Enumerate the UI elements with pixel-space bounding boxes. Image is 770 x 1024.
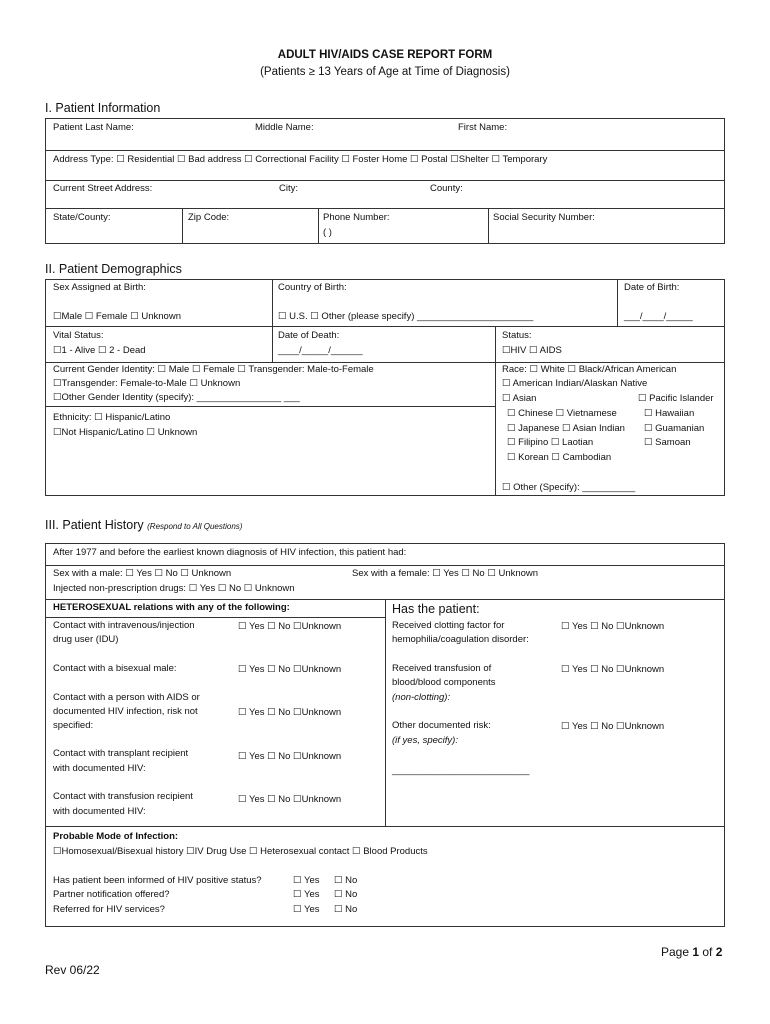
country-label: Country of Birth:: [278, 282, 347, 293]
address-type-options[interactable]: Address Type: ☐ Residential ☐ Bad address ☐ Correctional Facility ☐ Foster Home ☐ Postal ☐Shelter ☐ Temporary: [53, 154, 548, 165]
gender-identity-other[interactable]: ☐Other Gender Identity (specify): ________________ ___: [53, 392, 300, 403]
race-guamanian[interactable]: ☐ Guamanian: [644, 423, 705, 434]
history-intro: After 1977 and before the earliest known diagnosis of HIV infection, this patient had:: [53, 547, 407, 558]
bisexual-options[interactable]: ☐ Yes ☐ No ☐Unknown: [238, 664, 342, 675]
partner-yes[interactable]: ☐ Yes: [293, 889, 320, 900]
idu-label-2: drug user (IDU): [53, 634, 119, 645]
race-chinese-vietnamese[interactable]: ☐ Chinese ☐ Vietnamese: [507, 408, 617, 419]
section-2-heading: II. Patient Demographics: [45, 262, 182, 276]
transplant-options[interactable]: ☐ Yes ☐ No ☐Unknown: [238, 751, 342, 762]
city-field[interactable]: City:: [279, 183, 298, 194]
blood-transfusion-label-2: blood/blood components: [392, 677, 496, 688]
transfusion-contact-label-1: Contact with transfusion recipient: [53, 791, 193, 802]
race-samoan[interactable]: ☐ Samoan: [644, 437, 691, 448]
injected-drugs-options[interactable]: Injected non-prescription drugs: ☐ Yes ☐ No ☐ Unknown: [53, 583, 295, 594]
race-asian[interactable]: ☐ Asian: [502, 393, 537, 404]
mode-of-infection-options[interactable]: ☐Homosexual/Bisexual history ☐IV Drug Use ☐ Heterosexual contact ☐ Blood Products: [53, 846, 428, 857]
other-risk-specify-line[interactable]: __________________________: [392, 765, 530, 776]
other-risk-label-2: (if yes, specify):: [392, 735, 458, 746]
idu-label-1: Contact with intravenous/injection: [53, 620, 195, 631]
vital-status-label: Vital Status:: [53, 330, 104, 341]
partner-no[interactable]: ☐ No: [334, 889, 358, 900]
section-3-note: (Respond to All Questions): [147, 522, 243, 531]
revision-label: Rev 06/22: [45, 963, 100, 977]
informed-no[interactable]: ☐ No: [334, 875, 358, 886]
race-american-indian[interactable]: ☐ American Indian/Alaskan Native: [502, 378, 648, 389]
gender-identity-options[interactable]: Current Gender Identity: ☐ Male ☐ Female ☐ Transgender: Male-to-Female: [53, 364, 374, 375]
first-name-field[interactable]: First Name:: [458, 122, 508, 133]
transplant-label-2: with documented HIV:: [53, 763, 146, 774]
sex-at-birth-options[interactable]: ☐Male ☐ Female ☐ Unknown: [53, 311, 181, 322]
state-field[interactable]: State/County:: [53, 212, 111, 223]
referred-label: Referred for HIV services?: [53, 904, 165, 915]
ethnicity-options-2[interactable]: ☐Not Hispanic/Latino ☐ Unknown: [53, 427, 198, 438]
transplant-label-1: Contact with transplant recipient: [53, 748, 189, 759]
dob-field[interactable]: ___/____/_____: [624, 311, 693, 322]
clotting-label-1: Received clotting factor for: [392, 620, 505, 631]
sex-at-birth-label: Sex Assigned at Birth:: [53, 282, 146, 293]
aids-contact-label-2: documented HIV infection, risk not: [53, 706, 198, 717]
race-filipino-laotian[interactable]: ☐ Filipino ☐ Laotian: [507, 437, 594, 448]
race-options[interactable]: Race: ☐ White ☐ Black/African American: [502, 364, 677, 375]
blood-transfusion-label-3: (non-clotting):: [392, 692, 451, 703]
informed-yes[interactable]: ☐ Yes: [293, 875, 320, 886]
section-1-heading: I. Patient Information: [45, 101, 161, 115]
mode-of-infection-label: Probable Mode of Infection:: [53, 831, 179, 842]
transfusion-contact-options[interactable]: ☐ Yes ☐ No ☐Unknown: [238, 794, 342, 805]
other-risk-label-1: Other documented risk:: [392, 720, 491, 731]
death-date-field[interactable]: ____/_____/______: [278, 345, 363, 356]
form-title: ADULT HIV/AIDS CASE REPORT FORM: [277, 49, 493, 61]
ethnicity-options[interactable]: Ethnicity: ☐ Hispanic/Latino: [53, 412, 171, 423]
race-other[interactable]: ☐ Other (Specify): __________: [502, 482, 636, 493]
transfusion-contact-label-2: with documented HIV:: [53, 806, 146, 817]
ssn-field[interactable]: Social Security Number:: [493, 212, 595, 223]
phone-format: ( ): [323, 227, 332, 238]
country-options[interactable]: ☐ U.S. ☐ Other (please specify) ______________________: [278, 311, 534, 322]
page-number: Page 1 of 2: [661, 945, 723, 959]
sex-with-female-options[interactable]: Sex with a female: ☐ Yes ☐ No ☐ Unknown: [352, 568, 539, 579]
blood-transfusion-options[interactable]: ☐ Yes ☐ No ☐Unknown: [561, 664, 665, 675]
other-risk-options[interactable]: ☐ Yes ☐ No ☐Unknown: [561, 721, 665, 732]
county-field[interactable]: County:: [430, 183, 463, 194]
informed-label: Has patient been informed of HIV positive status?: [53, 875, 262, 886]
clotting-label-2: hemophilia/coagulation disorder:: [392, 634, 529, 645]
bisexual-label: Contact with a bisexual male:: [53, 663, 177, 674]
status-options[interactable]: ☐HIV ☐ AIDS: [502, 345, 562, 356]
sex-with-male-options[interactable]: Sex with a male: ☐ Yes ☐ No ☐ Unknown: [53, 568, 232, 579]
clotting-options[interactable]: ☐ Yes ☐ No ☐Unknown: [561, 621, 665, 632]
blood-transfusion-label-1: Received transfusion of: [392, 663, 492, 674]
form-subtitle: (Patients ≥ 13 Years of Age at Time of Diagnosis): [260, 66, 510, 78]
aids-contact-options[interactable]: ☐ Yes ☐ No ☐Unknown: [238, 707, 342, 718]
referred-yes[interactable]: ☐ Yes: [293, 904, 320, 915]
zip-field[interactable]: Zip Code:: [188, 212, 230, 223]
has-patient-header: Has the patient:: [392, 602, 480, 616]
gender-identity-trans[interactable]: ☐Transgender: Female-to-Male ☐ Unknown: [53, 378, 241, 389]
street-address-field[interactable]: Current Street Address:: [53, 183, 153, 194]
death-date-label: Date of Death:: [278, 330, 340, 341]
status-label: Status:: [502, 330, 532, 341]
race-hawaiian[interactable]: ☐ Hawaiian: [644, 408, 695, 419]
partner-label: Partner notification offered?: [53, 889, 170, 900]
race-korean-cambodian[interactable]: ☐ Korean ☐ Cambodian: [507, 452, 612, 463]
middle-name-field[interactable]: Middle Name:: [255, 122, 314, 133]
race-pacific-islander[interactable]: ☐ Pacific Islander: [638, 393, 714, 404]
phone-field[interactable]: Phone Number:: [323, 212, 390, 223]
section-3-heading: III. Patient History (Respond to All Questions): [45, 518, 243, 532]
race-japanese-indian[interactable]: ☐ Japanese ☐ Asian Indian: [507, 423, 625, 434]
aids-contact-label-3: specified:: [53, 720, 94, 731]
referred-no[interactable]: ☐ No: [334, 904, 358, 915]
patient-info-box: [45, 118, 725, 244]
dob-label: Date of Birth:: [624, 282, 680, 293]
aids-contact-label-1: Contact with a person with AIDS or: [53, 692, 200, 703]
idu-options[interactable]: ☐ Yes ☐ No ☐Unknown: [238, 621, 342, 632]
last-name-field[interactable]: Patient Last Name:: [53, 122, 134, 133]
heterosexual-header: HETEROSEXUAL relations with any of the following:: [53, 602, 290, 613]
vital-status-options[interactable]: ☐1 - Alive ☐ 2 - Dead: [53, 345, 146, 356]
